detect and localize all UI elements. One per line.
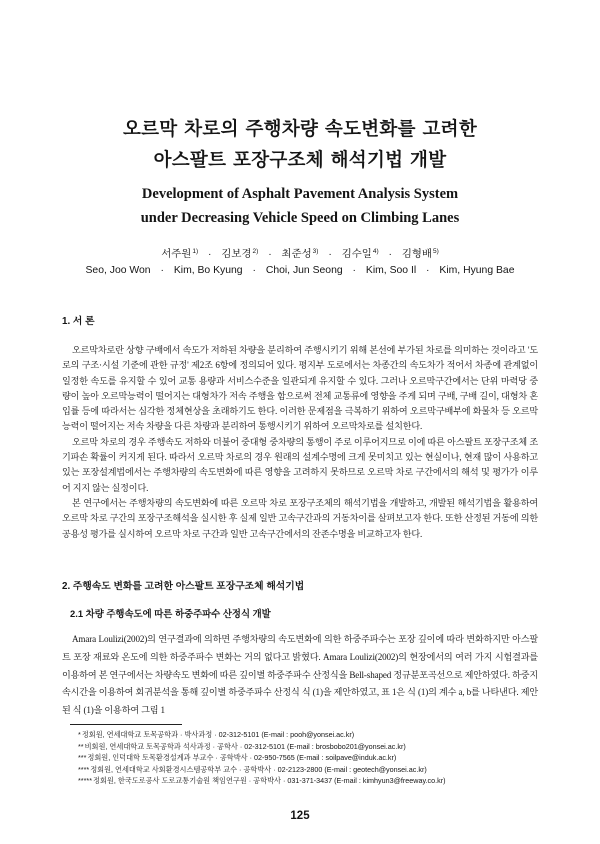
paragraph: 오르막 차로의 경우 주행속도 저하와 더불어 중대형 중차량의 통행이 주로 이루어지므로 이에 따른 아스팔트 포장구조체 조기파손 확률이 커지게 된다. 따라서 오르막 차로의 경우 원래의 설계수명에 크게 못미치고 있는 현실이나, 현재 많이 사용하고 있는 포장설계법에서는 주행차량의 속도변화에 따른 영향을 고려하지 못하므로 오르막 차로 구간에서의 해석 및 평가가 이루어 지지 않는 실정이다.: [62, 436, 538, 493]
authors-english: [0, 265, 600, 276]
author-name: 김형배: [401, 249, 432, 260]
author-separator: ·: [208, 249, 212, 260]
author-footnote-marker: 3): [312, 247, 319, 255]
footnote-divider: [70, 724, 182, 725]
author-name-english: Choi, Jun Seong: [265, 265, 343, 276]
author-separator: ·: [328, 249, 332, 260]
author-name-english: Seo, Joo Won: [85, 265, 151, 276]
footnote-marker: *: [78, 730, 81, 739]
authors-korean: [0, 245, 600, 260]
author-separator: ·: [352, 265, 357, 276]
author-separator: ·: [268, 249, 272, 260]
footnote-text: 정회원, 연세대학교 토목공학과 · 박사과정 · 02-312-5101 (E-mail : pooh@yonsei.ac.kr): [81, 730, 355, 739]
author-name: 서주원: [161, 249, 192, 260]
english-title-line-1: Development of Asphalt Pavement Analysis System: [141, 186, 459, 202]
author-name-english: Kim, Soo Il: [365, 265, 417, 276]
footnote-text: 정회원, 인덕대학 토목환경설계과 부교수 · 공학박사 · 02-950-7565 (E-mail : soilpave@induk.ac.kr): [87, 753, 397, 763]
author-separator: ·: [252, 265, 256, 276]
footnotes: [78, 729, 548, 787]
english-title-line-2: under Decreasing Vehicle Speed on Climbing Lanes: [140, 210, 460, 226]
author-footnote-marker: 2): [252, 247, 259, 255]
section-1-heading: 1. 서 론: [62, 316, 95, 327]
author-footnote-marker: 5): [432, 247, 439, 255]
korean-title-line-1: 오르막 차로의 주행차량 속도변화를 고려한: [122, 119, 478, 140]
author-separator: ·: [160, 265, 164, 276]
author-name-english: Kim, Bo Kyung: [173, 265, 243, 276]
footnote-text: 비회원, 연세대학교 토목공학과 석사과정 · 공학사 · 02-312-5101 (E-mail : brosbobo201@yonsei.ac.kr): [84, 741, 406, 751]
section-2-heading: 2. 주행속도 변화를 고려한 아스팔트 포장구조체 해석기법: [62, 581, 305, 592]
footnote: [78, 741, 548, 753]
english-title: [0, 182, 600, 230]
author-separator: ·: [388, 249, 392, 260]
section-1-body: [62, 343, 538, 542]
footnote: [78, 729, 548, 741]
footnote-marker: ****: [78, 764, 90, 774]
author-name: 김보경: [221, 249, 252, 260]
paragraph: 오르막차로란 상향 구배에서 속도가 저하된 차량을 분리하여 주행시키기 위해 본선에 부가된 차로를 의미하는 것이라고 '도로의 구조·시설 기준에 관한 규정' 제2조 6항에 정의되어 있다. 평지부 도로에서는 차종간의 속도차가 적어서 차종에 관계없이 일정한 속도를 유지할 수 있어 교통 용량과 서비스수준을 일관되게 유지할 수 있다. 그러나 오르막구간에서는 단위 마력당 중량이 높아 오르막능력이 떨어지는 대형차가 저속 주행을 함으로써 전체 교통류에 영향을 주게 되며 구배, 구배 길이, 대형차 혼입률 등에 따라서는 심각한 정체현상을 초래하기도 한다. 이러한 문제점을 극복하기 위하여 오르막구배부에 화물차 등 오르막능력이 떨어지는 저속 차량을 다른 차량과 분리하여 통행시키기 위하여 오르막차로를 설치한다.: [62, 345, 538, 432]
author-separator: ·: [426, 265, 430, 276]
korean-title-line-2: 아스팔트 포장구조체 해석기법 개발: [153, 150, 447, 171]
subsection-2-1-heading: 2.1 차량 주행속도에 따른 하중주파수 산정식 개발: [70, 608, 271, 619]
paragraph: 본 연구에서는 주행차량의 속도변화에 따른 오르막 차로 포장구조체의 해석기법을 개발하고, 개발된 해석기법을 활용하여 오르막 차로 구간의 포장구조해석을 실시한 후 실제 일반 고속구간과의 거동차이를 살펴보고자 한다. 또한 산정된 거동에 의한 공용성 평가를 실시하여 오르막 차로 구간과 일반 고속구간에서의 잔존수명을 비교하고자 한다.: [62, 497, 538, 539]
paragraph: Amara Loulizi(2002)의 연구결과에 의하면 주행차량의 속도변화에 의한 하중주파수는 포장 깊이에 따라 변화하지만 아스팔트 포장 재료와 온도에 의한 하중주파수 변화는 거의 없다고 밝혔다. Amara Loulizi(2002)의 현장에서의 여러 가지 시험결과를 이용하여 본 연구에서는 차량속도 변화에 따른 깊이별 하중주파수 산정식을 Bell-shaped 정규분포곡선으로 제안하였다. 하중지속시간을 이용하여 회귀분석을 통해 깊이별 하중주파수 산정식 식 (1)을 제안하였고, 표 1은 식 (1)의 계수 a, b를 나타낸다. 제안된 식 (1)을 이용하여 그림 1: [62, 634, 538, 716]
footnote-text: 정회원, 한국도로공사 도로교통기술원 책임연구원 · 공학박사 · 031-371-3437 (E-mail : kimhyun3@freeway.co.kr): [93, 776, 446, 786]
footnote: [78, 752, 548, 764]
footnote: [78, 775, 548, 787]
author-name-english: Kim, Hyung Bae: [439, 265, 515, 276]
author-name: 김수일: [341, 249, 372, 260]
korean-title: [0, 114, 600, 176]
author-footnote-marker: 4): [372, 247, 379, 255]
footnote-marker: ***: [78, 753, 87, 763]
page-number: 125: [290, 810, 310, 822]
author-name: 최준성: [281, 249, 312, 260]
section-2-body: [62, 631, 538, 720]
footnote-text: 정회원, 연세대학교 사회환경시스템공학부 교수 · 공학박사 · 02-2123-2800 (E-mail : geotech@yonsei.ac.kr): [90, 764, 427, 774]
footnote-marker: **: [78, 741, 84, 751]
footnote: [78, 764, 548, 776]
author-footnote-marker: 1): [192, 247, 199, 255]
footnote-marker: *****: [78, 776, 92, 786]
